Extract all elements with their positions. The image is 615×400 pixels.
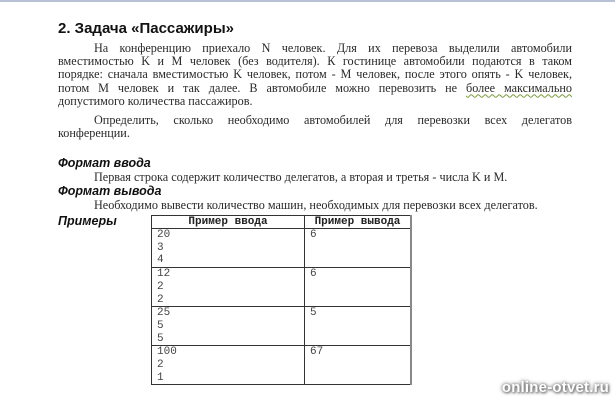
description-line	[58, 82, 572, 95]
examples-heading: Примеры	[58, 214, 117, 228]
output-value: 6	[310, 229, 317, 241]
example-output-cell	[305, 346, 412, 385]
example-output-cell	[305, 229, 412, 268]
task-description	[58, 42, 572, 108]
output-value: 6	[310, 268, 317, 281]
watermark: online-otvet.ru	[501, 379, 609, 396]
top-border-line	[0, 0, 615, 2]
examples-table	[151, 215, 412, 385]
description-line: вместимостью K и M человек (без водителя). К гостинице автомобили подаются в таком	[58, 54, 572, 69]
example-input-cell	[152, 307, 305, 346]
description-line: допустимого количества пассажиров.	[58, 93, 253, 108]
question-line: конференции.	[58, 126, 130, 141]
input-value: 1	[157, 371, 164, 384]
column-header-input: Пример ввода	[152, 216, 305, 229]
input-value: 3	[157, 241, 164, 254]
question-line: Определить, сколько необходимо автомобилей для перевозки всех делегатов	[94, 113, 572, 127]
output-value: 5	[310, 307, 317, 320]
spellcheck-underlined-text: более максимально	[466, 80, 572, 95]
input-format-text: Первая строка содержит количество делегатов, а вторая и третья - числа K и M.	[94, 170, 508, 184]
example-input-cell	[152, 229, 305, 268]
table-row	[152, 268, 412, 307]
output-value: 67	[310, 346, 324, 359]
description-line: На конференцию приехало N человек. Для их перевоза выделили автомобили	[94, 41, 572, 55]
input-format-heading: Формат ввода	[58, 156, 151, 170]
table-row	[152, 346, 412, 385]
description-line: порядке: сначала вместимостью K человек, потом - M человек, после этого опять - K человек,	[58, 67, 572, 82]
column-header-output: Пример вывода	[305, 216, 412, 229]
example-output-cell	[305, 307, 412, 346]
input-value: 5	[157, 332, 164, 345]
table-header-row	[152, 216, 412, 229]
table-row	[152, 229, 412, 268]
description-text: потом M человек и так далее. В автомобиле можно перевозить не	[58, 80, 467, 95]
input-value: 2	[157, 359, 164, 372]
input-value: 20	[157, 229, 171, 241]
example-output-cell	[305, 268, 412, 307]
input-value: 2	[157, 280, 164, 293]
example-input-cell	[152, 268, 305, 307]
input-value: 4	[157, 254, 164, 267]
table-row	[152, 307, 412, 346]
input-value: 25	[157, 307, 171, 320]
example-input-cell	[152, 346, 305, 385]
input-value: 2	[157, 293, 164, 306]
task-question	[58, 114, 572, 140]
task-title: 2. Задача «Пассажиры»	[58, 20, 234, 37]
output-format-heading: Формат вывода	[58, 184, 162, 198]
output-format-text: Необходимо вывести количество машин, необходимых для перевозки всех делегатов.	[94, 198, 538, 212]
input-value: 100	[157, 346, 177, 359]
input-value: 5	[157, 319, 164, 332]
input-value: 12	[157, 268, 171, 281]
